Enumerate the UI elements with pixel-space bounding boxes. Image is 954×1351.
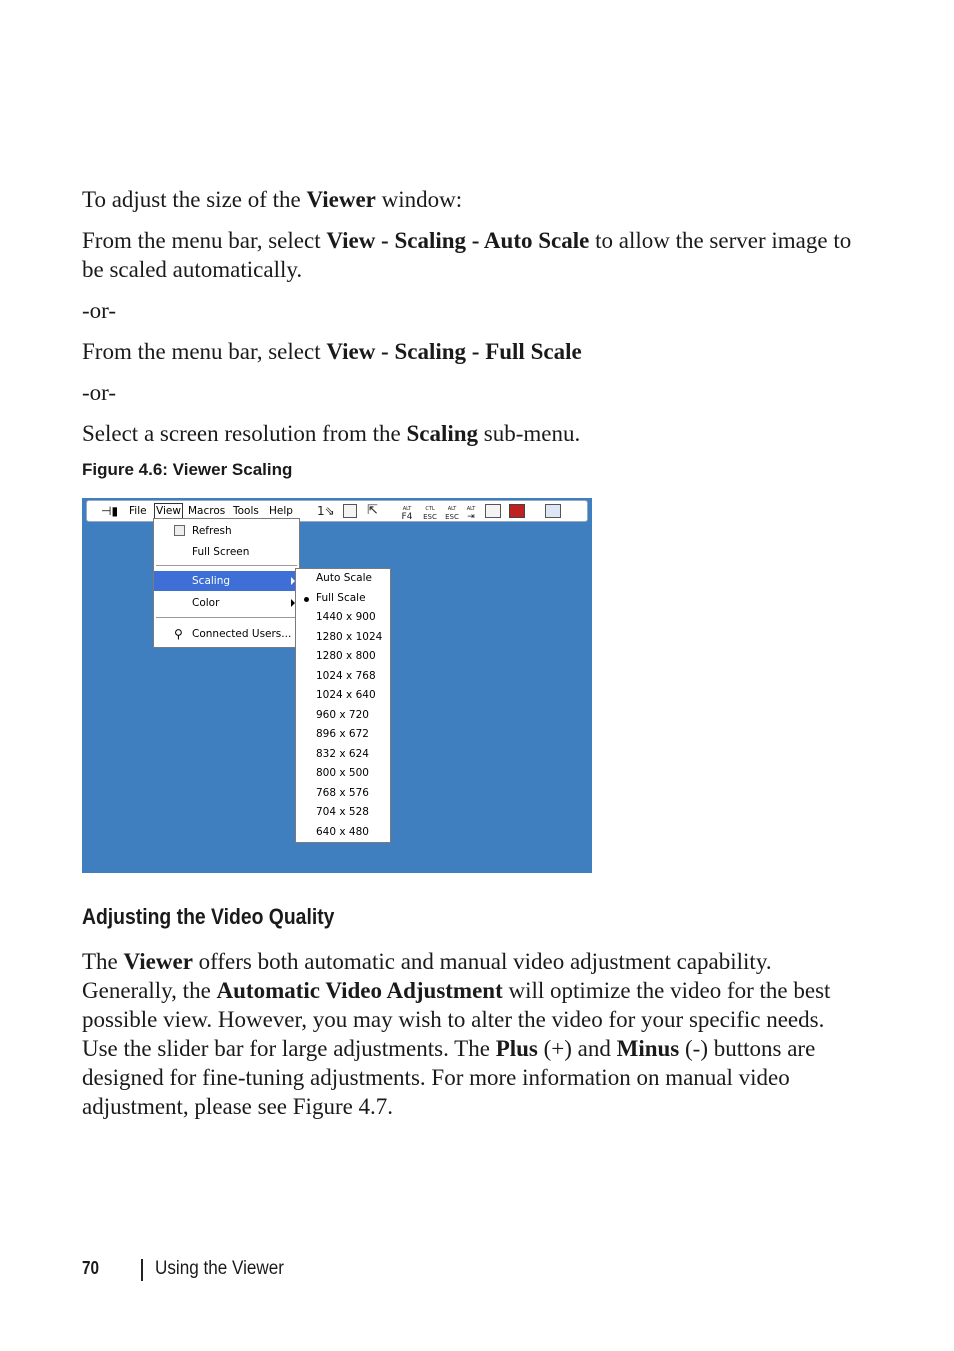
- footer-divider: [141, 1259, 143, 1281]
- resolution-label: 896 x 672: [316, 728, 369, 740]
- menu-item-connected-users[interactable]: ⚲ Connected Users...: [154, 624, 299, 644]
- refresh-icon[interactable]: [343, 504, 357, 518]
- scaling-resolution-item[interactable]: [296, 686, 390, 706]
- menu-item-full-screen[interactable]: Full Screen: [192, 546, 250, 558]
- scaling-resolution-item[interactable]: [296, 647, 390, 667]
- scaling-submenu: [295, 568, 391, 843]
- alt-tab-icon[interactable]: ALT ⇥: [466, 506, 476, 522]
- menu-view[interactable]: View: [156, 505, 181, 517]
- scaling-resolution-item[interactable]: [296, 784, 390, 804]
- scaling-resolution-item[interactable]: [296, 803, 390, 823]
- resolution-label: 800 x 500: [316, 767, 369, 779]
- menu-divider: [156, 617, 297, 618]
- resolution-label: 1024 x 640: [316, 689, 376, 701]
- or-separator: -or-: [82, 380, 117, 405]
- alt-f4-icon[interactable]: ALT F4: [401, 506, 413, 522]
- exit-icon[interactable]: [545, 504, 561, 518]
- resolution-label: 1280 x 800: [316, 650, 376, 662]
- scaling-auto-scale[interactable]: Auto Scale: [316, 572, 372, 584]
- auto-scale-paragraph: From the menu bar, select View - Scaling - Auto Scale to allow the server image to be scaled automatically.: [82, 228, 852, 282]
- video-quality-paragraph: The Viewer offers both automatic and manual video adjustment capability. Generally, the Automatic Video Adjustment will optimize the video for the best possible view. However, you may wish to alter the video for your specific needs. Use the slider bar for large adjustments. The Plus (+) and Minus (-) buttons are designed for fine-tuning adjustments. For more information on manual video adjustment, please see Figure 4.7.: [82, 949, 831, 1119]
- view-menu: [153, 518, 300, 648]
- section-heading: Adjusting the Video Quality: [82, 904, 335, 929]
- resolution-label: 832 x 624: [316, 747, 369, 760]
- user-icon[interactable]: [509, 504, 525, 518]
- resolution-label: 1440 x 900: [316, 611, 376, 623]
- menu-help[interactable]: Help: [269, 505, 293, 517]
- scaling-resolution-item[interactable]: [296, 706, 390, 726]
- single-cursor-icon[interactable]: ⇱: [367, 503, 378, 518]
- chapter-title: Using the Viewer: [155, 1258, 284, 1279]
- mouse-align-icon[interactable]: 1⇘: [317, 504, 335, 518]
- menu-file[interactable]: File: [129, 505, 147, 517]
- pin-icon[interactable]: ⊣▮: [101, 504, 119, 518]
- scaling-full-scale[interactable]: Full Scale: [296, 589, 390, 609]
- monitor-icon[interactable]: [485, 504, 501, 518]
- refresh-icon: [174, 525, 185, 536]
- menu-macros[interactable]: Macros: [188, 505, 226, 517]
- resolution-label: 768 x 576: [316, 786, 369, 799]
- resolution-label: 704 x 528: [316, 806, 369, 818]
- scaling-resolution-item[interactable]: [296, 608, 390, 628]
- ctrl-esc-icon[interactable]: CTL ESC: [423, 506, 437, 521]
- scaling-resolution-item[interactable]: [296, 764, 390, 784]
- or-separator: -or-: [82, 298, 117, 323]
- resolution-label: 640 x 480: [316, 825, 369, 838]
- selected-bullet-icon: [304, 597, 309, 602]
- resolution-label: 960 x 720: [316, 708, 369, 721]
- alt-esc-icon[interactable]: ALT ESC: [445, 506, 459, 521]
- scaling-resolution-item[interactable]: [296, 628, 390, 648]
- viewer-screenshot: [82, 498, 592, 873]
- menu-item-refresh[interactable]: Refresh: [154, 521, 299, 541]
- full-scale-paragraph: From the menu bar, select View - Scaling - Full Scale: [82, 339, 582, 364]
- resolution-label: 1024 x 768: [316, 669, 376, 682]
- intro-paragraph: To adjust the size of the Viewer window:: [82, 187, 463, 212]
- page-number: 70: [82, 1258, 100, 1278]
- resolution-label: 1280 x 1024: [316, 630, 383, 643]
- figure-caption: Figure 4.6: Viewer Scaling: [82, 460, 293, 479]
- scaling-resolution-item[interactable]: [296, 745, 390, 765]
- scaling-resolution-item[interactable]: [296, 667, 390, 687]
- menu-item-scaling[interactable]: Scaling: [154, 571, 299, 591]
- users-icon: ⚲: [174, 627, 183, 641]
- scaling-resolution-item[interactable]: [296, 823, 390, 843]
- menu-item-color[interactable]: Color: [154, 593, 299, 613]
- resolution-paragraph: Select a screen resolution from the Scaling sub-menu.: [82, 421, 581, 446]
- menu-tools[interactable]: Tools: [233, 505, 259, 517]
- menu-divider: [156, 565, 297, 566]
- scaling-resolution-item[interactable]: [296, 725, 390, 745]
